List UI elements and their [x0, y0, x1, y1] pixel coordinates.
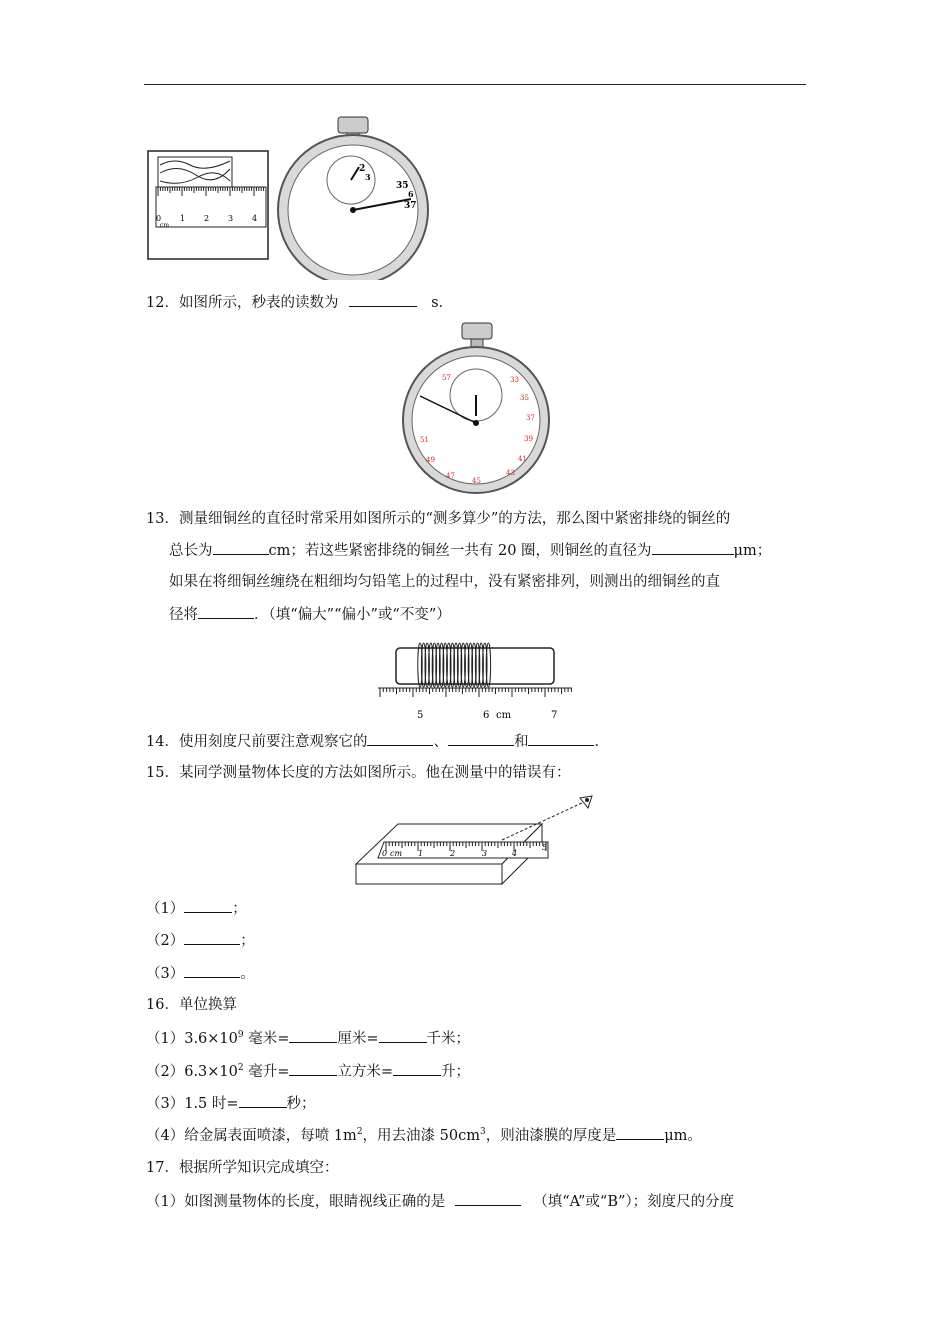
fig4-label-cm: cm [390, 849, 403, 858]
q15-blank-1[interactable] [184, 898, 232, 913]
fig3-label-5: 5 [417, 710, 424, 721]
q15-item-1 [146, 898, 247, 919]
q16-item-4 [146, 1125, 702, 1146]
q14-number: 14． [146, 734, 179, 750]
q15-number: 15． [146, 765, 179, 781]
fig4-label-3: 3 [482, 849, 488, 858]
q16-i1-b: 厘米= [337, 1031, 379, 1047]
header-rule [144, 84, 806, 85]
q17-line [146, 1158, 338, 1178]
q15-item-3-end: 。 [240, 966, 255, 982]
q14-blank-3[interactable] [528, 731, 594, 746]
q15-item-2 [146, 930, 255, 951]
q13-text-4a: 径将 [169, 607, 198, 623]
q13-effect-blank[interactable] [198, 604, 254, 619]
q12-unit: s． [431, 295, 454, 311]
q17-number: 17． [146, 1160, 179, 1176]
q13-number: 13． [146, 511, 179, 527]
q16-i4-prefix: （4）给金属表面喷漆，每喷 1m [146, 1128, 357, 1144]
q13-line-1 [146, 509, 730, 529]
fig4-label-1: 1 [418, 849, 424, 858]
q16-i2-prefix: （2）6.3×10 [146, 1064, 238, 1080]
q16-i1-blank-1[interactable] [289, 1028, 337, 1043]
stopwatch2-red-33: 33 [510, 376, 519, 384]
q16-i2-c: 升； [441, 1064, 471, 1080]
q16-i3-blank[interactable] [239, 1093, 287, 1108]
fig3-label-6: 6 [483, 710, 490, 721]
q16-i2-b: 立方米= [337, 1064, 394, 1080]
stopwatch2-red-35: 35 [520, 394, 529, 402]
q17-i1-blank[interactable] [455, 1191, 521, 1206]
figure-copper-wire [376, 632, 574, 724]
q13-text-1: 测量细铜丝的直径时常采用如图所示的“测多算少”的方法，那么图中紧密排绕的铜丝的 [178, 511, 731, 527]
fig4-label-4: 4 [512, 849, 518, 858]
q15-item-1-end: ； [232, 901, 247, 917]
q16-item-3 [146, 1093, 316, 1114]
q15-text: 某同学测量物体长度的方法如图所示。他在测量中的错误有： [178, 765, 571, 781]
q16-i1-a: 毫米= [243, 1031, 290, 1047]
q16-line [146, 995, 237, 1015]
q16-i2-blank-1[interactable] [289, 1061, 337, 1076]
ruler-label-2: 2 [204, 214, 210, 223]
ruler-unit: cm [160, 222, 170, 229]
q13-length-blank[interactable] [213, 540, 269, 555]
q16-i2-exp: 2 [237, 1063, 244, 1074]
stopwatch2-red-43: 43 [506, 469, 515, 477]
stopwatch-inner-3: 3 [365, 172, 371, 182]
q15-blank-3[interactable] [184, 963, 240, 978]
q14-text-d: ． [594, 734, 609, 750]
stopwatch2-red-37: 37 [526, 414, 535, 422]
q12-line [146, 292, 453, 313]
ruler-label-4: 4 [252, 214, 258, 223]
q13-line-3 [169, 572, 720, 592]
fig4-label-5: 5 [542, 843, 548, 852]
stopwatch-outer-37: 37 [404, 201, 417, 211]
ruler-label-0: 0 [156, 214, 162, 223]
ruler-label-1: 1 [180, 214, 186, 223]
q16-number: 16． [146, 997, 179, 1013]
q17-title: 根据所学知识完成填空： [178, 1160, 339, 1176]
q14-text-c: 和 [513, 734, 529, 750]
stopwatch2-red-39: 39 [524, 435, 533, 443]
q16-title: 单位换算 [178, 997, 237, 1013]
q17-i1-text-b: （填“A”或“B”）；刻度尺的分度 [533, 1194, 735, 1210]
q16-i1-exp: 9 [237, 1030, 244, 1041]
ruler-label-3: 3 [228, 214, 234, 223]
stopwatch-outer-6: 6 [408, 189, 414, 199]
q12-text: 如图所示，秒表的读数为 [178, 295, 339, 311]
stopwatch-outer-35: 35 [396, 181, 409, 191]
q13-line-4 [169, 604, 451, 625]
q16-item-2 [146, 1061, 470, 1082]
q13-text-2b: cm；若这些紧密排绕的铜丝一共有 20 圈，则铜丝的直径为 [268, 543, 652, 559]
q14-blank-1[interactable] [367, 731, 433, 746]
q17-i1-text-a: （1）如图测量物体的长度，眼睛视线正确的是 [146, 1194, 446, 1210]
q16-i4-a: ，用去油漆 50cm [362, 1128, 480, 1144]
q16-i3-a: 秒； [286, 1096, 316, 1112]
q15-item-2-end: ； [240, 933, 255, 949]
fig3-label-cm: cm [496, 710, 512, 721]
q16-i2-blank-2[interactable] [393, 1061, 441, 1076]
stopwatch2-red-45: 45 [472, 477, 481, 485]
stopwatch2-red-57: 57 [442, 374, 451, 382]
q16-i1-blank-2[interactable] [379, 1028, 427, 1043]
q15-item-3 [146, 963, 255, 984]
q16-i1-prefix: （1）3.6×10 [146, 1031, 238, 1047]
q15-line [146, 763, 570, 783]
q16-i2-a: 毫升= [243, 1064, 290, 1080]
q12-answer-blank[interactable] [349, 292, 417, 307]
q13-text-2a: 总长为 [169, 543, 213, 559]
q16-item-1 [146, 1028, 470, 1049]
fig4-label-2: 2 [450, 849, 456, 858]
stopwatch2-red-49: 49 [426, 456, 435, 464]
q14-line [146, 731, 609, 752]
q16-i1-c: 千米； [426, 1031, 471, 1047]
q15-item-2-label: （2） [146, 933, 185, 949]
q16-i4-c: μm。 [664, 1128, 702, 1144]
q14-text-a: 使用刻度尺前要注意观察它的 [178, 734, 368, 750]
stopwatch2-red-51: 51 [420, 436, 429, 444]
q17-item-1 [146, 1191, 734, 1212]
fig4-label-0: 0 [382, 849, 388, 858]
q14-text-b: 、 [433, 734, 448, 750]
q16-i4-exp2: 3 [479, 1127, 486, 1138]
q15-blank-2[interactable] [184, 930, 240, 945]
figure-stopwatch-2 [400, 320, 555, 495]
q16-i4-blank[interactable] [616, 1125, 664, 1140]
q16-i3-prefix: （3）1.5 时= [146, 1096, 239, 1112]
q14-blank-2[interactable] [448, 731, 514, 746]
q12-number: 12． [146, 295, 179, 311]
q13-text-3: 如果在将细铜丝缠绕在粗细均匀铅笔上的过程中，没有紧密排列，则测出的细铜丝的直 [169, 574, 720, 590]
stopwatch2-red-41: 41 [518, 455, 527, 463]
figure-measuring-object [352, 790, 602, 888]
q13-text-2c: μm； [733, 543, 772, 559]
q13-line-2 [169, 540, 771, 561]
figure-ruler-stopwatch [146, 115, 446, 280]
q15-item-1-label: （1） [146, 901, 185, 917]
q13-text-4b: ．（填“偏大”“偏小”或“不变”） [254, 607, 451, 623]
q16-i4-b: ，则油漆膜的厚度是 [485, 1128, 617, 1144]
stopwatch2-red-47: 47 [446, 472, 455, 480]
q15-item-3-label: （3） [146, 966, 185, 982]
stopwatch-inner-2: 2 [359, 164, 366, 174]
q13-diameter-blank[interactable] [652, 540, 734, 555]
fig3-label-7: 7 [551, 710, 558, 721]
q16-i4-exp: 2 [356, 1127, 363, 1138]
